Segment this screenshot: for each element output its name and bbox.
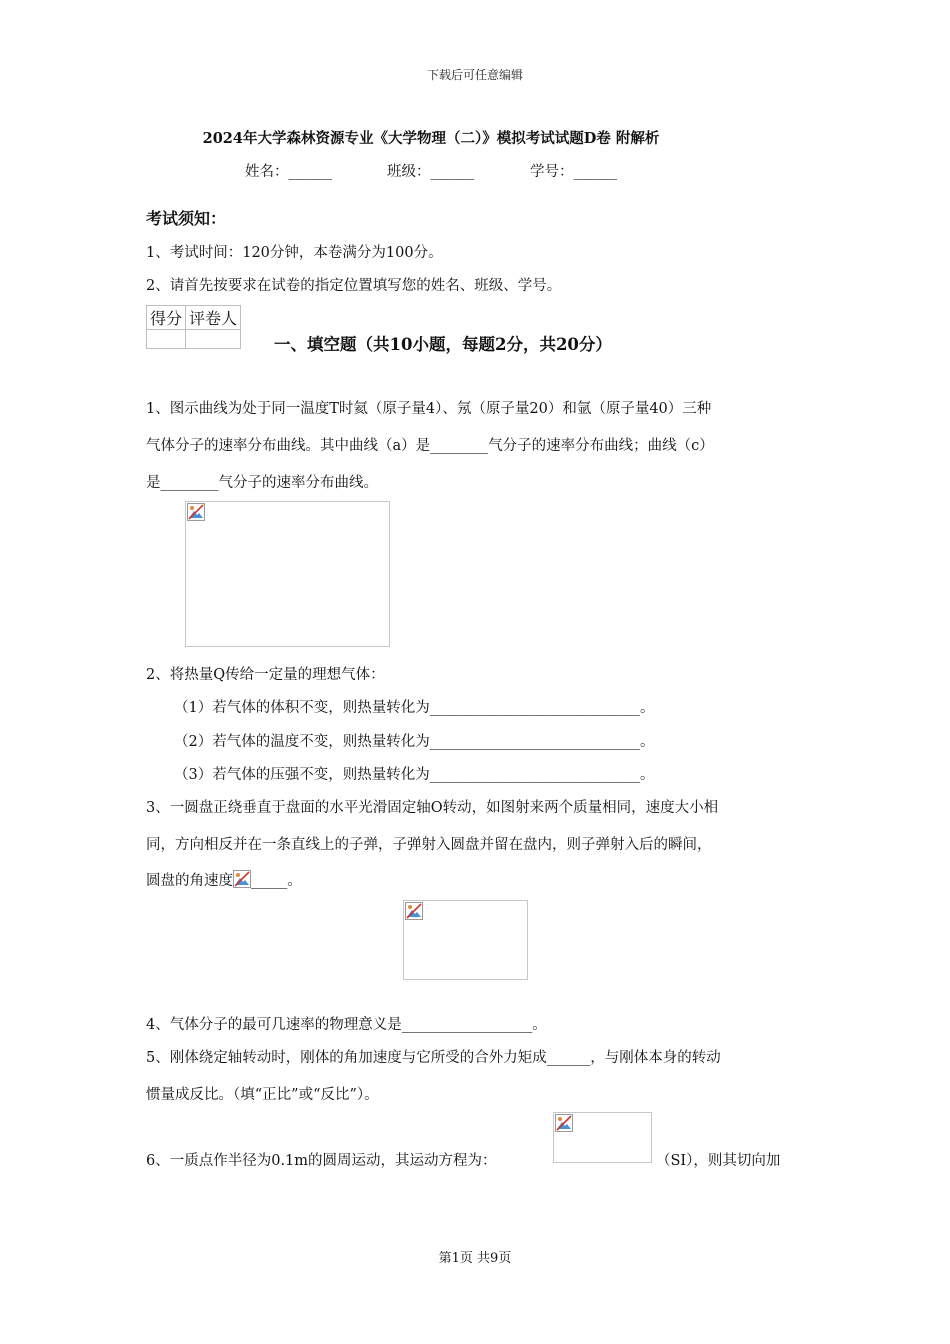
broken-image-icon [555, 1114, 573, 1132]
section-title: 一、填空题（共10小题，每题2分，共20分） [274, 335, 612, 354]
question-2-sub: （2）若气体的温度不变，则热量转化为_____________________________。 [174, 734, 655, 750]
page-footer: 第1页 共9页 [438, 1251, 512, 1266]
question-3-line: 3、一圆盘正绕垂直于盘面的水平光滑固定轴O转动，如图射来两个质量相同，速度大小相 [146, 800, 719, 816]
question-2-stem: 2、将热量Q传给一定量的理想气体： [146, 667, 385, 683]
broken-image-icon [233, 870, 251, 888]
document-title: 2024年大学森林资源专业《大学物理（二）》模拟考试试题D卷 附解析 [202, 130, 660, 147]
score-table [146, 305, 241, 349]
question-2-sub: （1）若气体的体积不变，则热量转化为_____________________________。 [174, 700, 655, 716]
header-note: 下载后可任意编辑 [426, 68, 523, 82]
grader-cell [186, 330, 241, 349]
notice-heading: 考试须知： [146, 209, 227, 228]
broken-image-icon [187, 503, 205, 521]
question-6-equation-image [553, 1112, 652, 1163]
student-id-field: 学号：______ [530, 164, 617, 180]
question-3-text: 圆盘的角速度 [146, 873, 233, 889]
notice-item: 2、请首先按要求在试卷的指定位置填写您的姓名、班级、学号。 [146, 278, 562, 294]
question-2-sub: （3）若气体的压强不变，则热量转化为_____________________________。 [174, 767, 655, 783]
question-1-figure [185, 501, 390, 647]
question-6-post: （SI），则其切向加 [656, 1153, 781, 1169]
score-header: 得分 [147, 306, 186, 330]
question-5-line: 5、刚体绕定轴转动时，刚体的角加速度与它所受的合外力矩成______，与刚体本身的转动 [146, 1050, 721, 1066]
question-5-line: 惯量成反比。（填“正比”或“反比”）。 [146, 1087, 379, 1103]
score-cell [147, 330, 186, 349]
question-1-line: 1、图示曲线为处于同一温度T时氦（原子量4）、氖（原子量20）和氩（原子量40）三种 [146, 401, 712, 417]
question-3-line: 同，方向相反并在一条直线上的子弹，子弹射入圆盘并留在盘内，则子弹射入后的瞬间， [146, 837, 712, 853]
question-1-line: 气体分子的速率分布曲线。其中曲线（a）是________气分子的速率分布曲线；曲线（c） [146, 438, 714, 454]
name-field: 姓名：______ [245, 164, 332, 180]
question-4: 4、气体分子的最可几速率的物理意义是__________________。 [146, 1017, 547, 1033]
broken-image-icon [405, 902, 423, 920]
class-field: 班级：______ [387, 164, 474, 180]
notice-item: 1、考试时间：120分钟，本卷满分为100分。 [146, 245, 443, 261]
grader-header: 评卷人 [186, 306, 241, 330]
question-1-line: 是________气分子的速率分布曲线。 [146, 475, 378, 491]
question-6-pre: 6、一质点作半径为0.1m的圆周运动，其运动方程为： [146, 1153, 497, 1169]
question-3-line [146, 869, 302, 890]
question-3-figure [403, 900, 528, 980]
question-3-blank: _____。 [251, 873, 302, 889]
